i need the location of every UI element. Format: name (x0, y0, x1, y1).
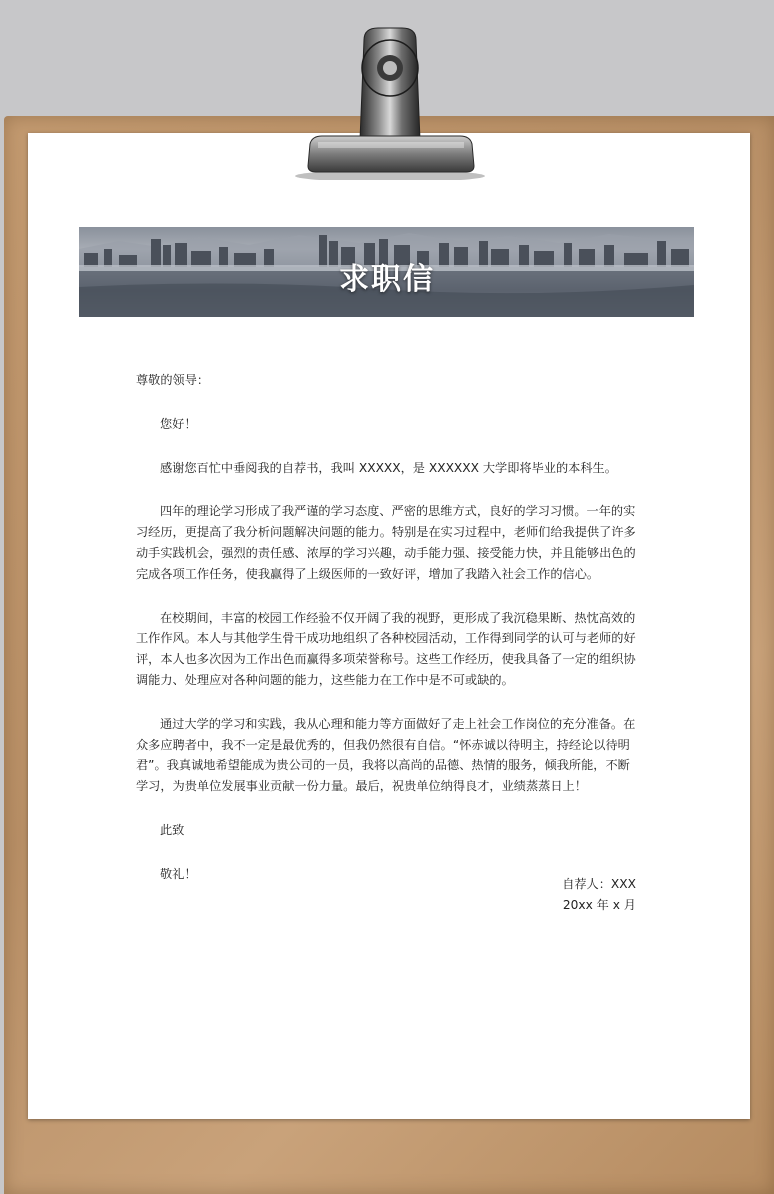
letter-closing: 此致 (160, 822, 185, 837)
signature-block (562, 874, 636, 916)
letter-greeting: 您好！ (160, 416, 197, 431)
letter-paragraph: 通过大学的学习和实践，我从心理和能力等方面做好了走上社会工作岗位的充分准备。在众多应聘者中，我不一定是最优秀的，但我仍然很有自信。“怀赤诚以待明主，持经论以待明君”。我真诚地希望能成为贵公司的一员，我将以高尚的品德、热情的服务，倾我所能，不断学习，为贵单位发展事业贡献一份力量。最后，祝贵单位纳得良才，业绩蒸蒸日上！ (136, 716, 636, 794)
letter-paragraph: 在校期间，丰富的校园工作经验不仅开阔了我的视野，更形成了我沉稳果断、热忱高效的工作作风。本人与其他学生骨干成功地组织了各种校园活动，工作得到同学的认可与老师的好评，本人也多次因为工作出色而赢得多项荣誉称号。这些工作经历，使我具备了一定的组织协调能力、处理应对各种问题的能力，这些能力在工作中是不可或缺的。 (136, 610, 636, 687)
banner-title: 求职信 (339, 262, 435, 297)
letter-body (136, 370, 641, 885)
letter-paragraph: 四年的理论学习形成了我严谨的学习态度、严密的思维方式，良好的学习习惯。一年的实习经历，更提高了我分析问题解决问题的能力。特别是在实习过程中，老师们给我提供了许多动手实践机会，强烈的责任感、浓厚的学习兴趣，动手能力强、接受能力快，并且能够出色的完成各项工作任务，使我赢得了上级医师的一致好评，增加了我踏入社会工作的信心。 (136, 504, 636, 581)
signer-name: 自荐人：XXX (562, 877, 636, 891)
letter-paragraph: 感谢您百忙中垂阅我的自荐书，我叫 XXXXX，是 XXXXXX 大学即将毕业的本科生。 (160, 460, 617, 475)
letter-salutation: 尊敬的领导： (136, 373, 210, 387)
letter-date: 20xx 年 x 月 (562, 898, 636, 912)
letter-regards: 敬礼！ (160, 866, 197, 881)
